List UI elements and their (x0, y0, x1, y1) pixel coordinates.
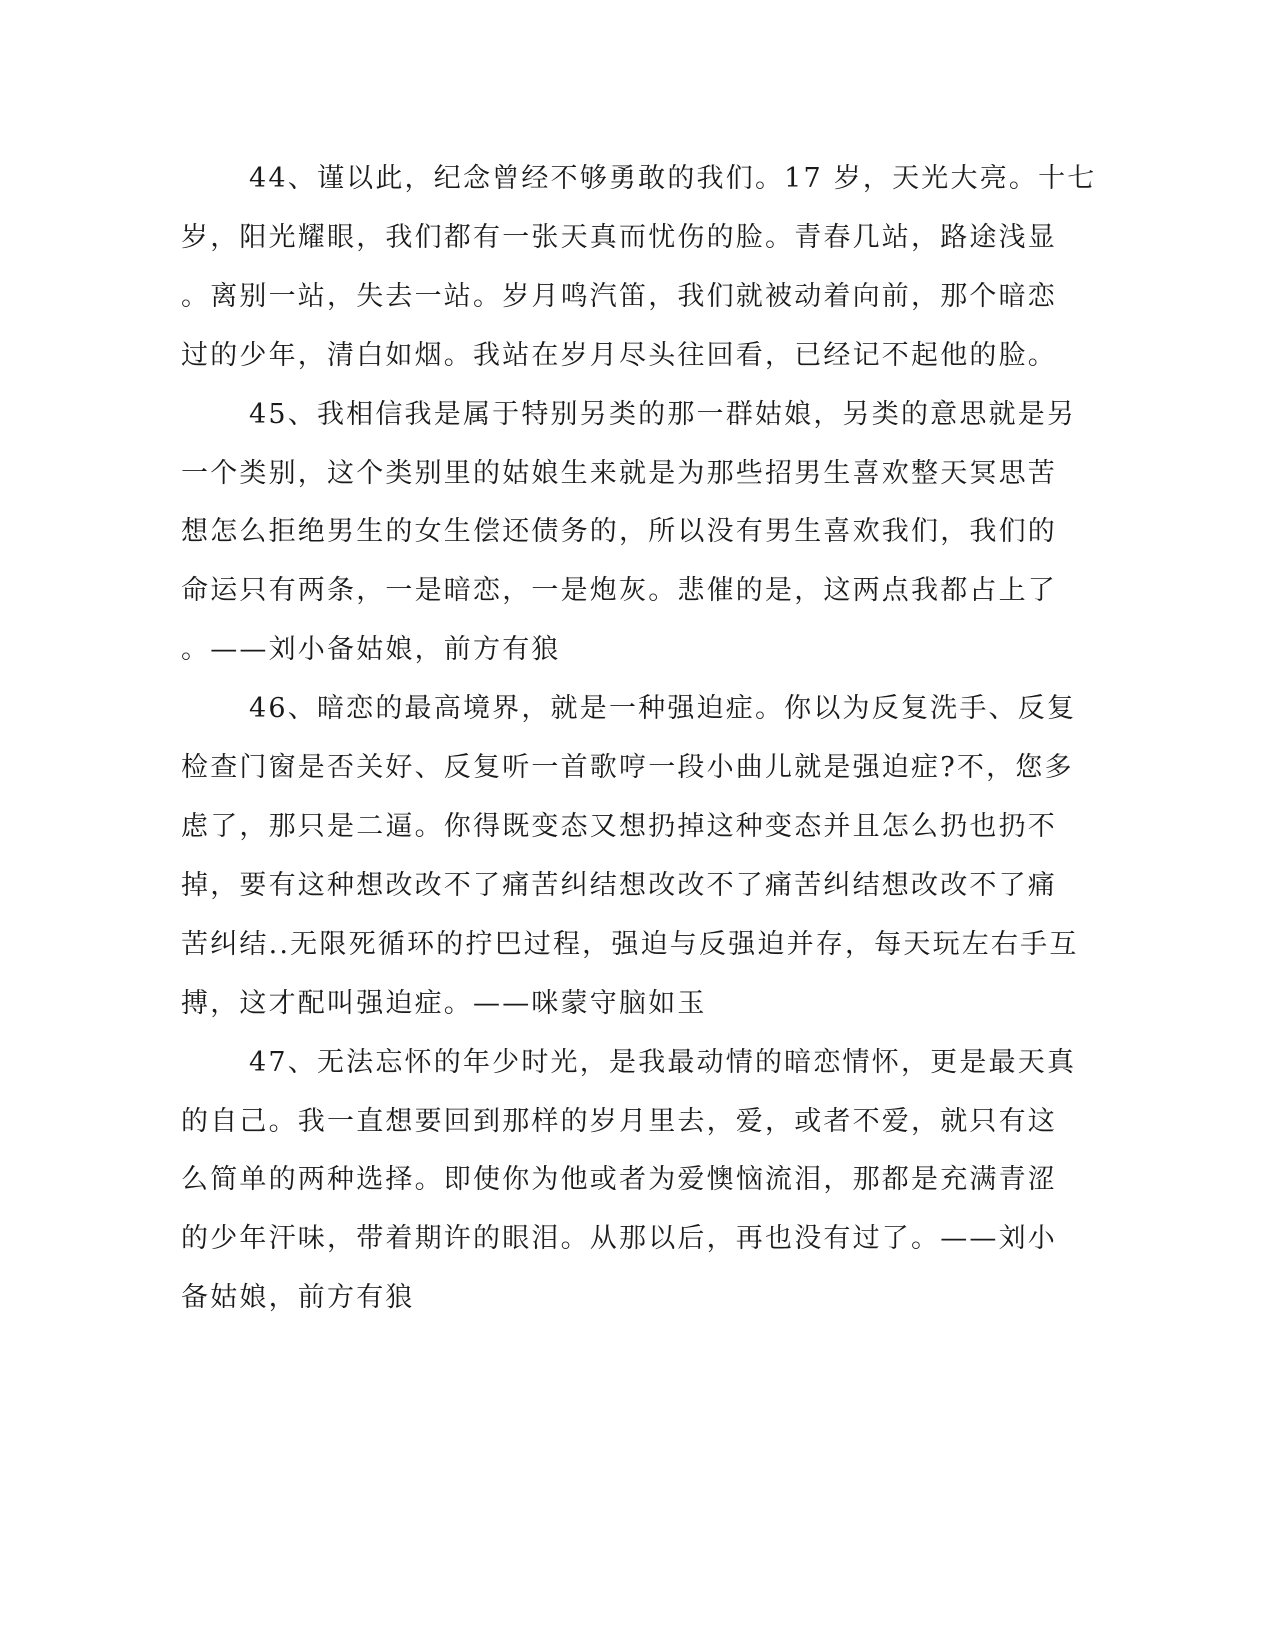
paragraph-45 (181, 386, 1077, 681)
text-line: 岁，阳光耀眼，我们都有一张天真而忧伤的脸。青春几站，路途浅显 (181, 221, 1057, 253)
text-line: 备姑娘，前方有狼 (181, 1282, 415, 1314)
text-line: 检查门窗是否关好、反复听一首歌哼一段小曲儿就是强迫症?不，您多 (181, 752, 1074, 784)
text-line: 搏，这才配叫强迫症。——咪蒙守脑如玉 (181, 987, 707, 1019)
paragraph-44 (181, 150, 1097, 386)
text-line: 的少年汗味，带着期许的眼泪。从那以后，再也没有过了。——刘小 (181, 1223, 1057, 1255)
text-line: 虑了，那只是二逼。你得既变态又想扔掉这种变态并且怎么扔也扔不 (181, 810, 1057, 842)
text-line: 命运只有两条，一是暗恋，一是炮灰。悲催的是，这两点我都占上了 (181, 575, 1057, 607)
text-line: 想怎么拒绝男生的女生偿还债务的，所以没有男生喜欢我们，我们的 (181, 516, 1057, 548)
text-line: 44、谨以此，纪念曾经不够勇敢的我们。17 岁，天光大亮。十七 (249, 163, 1097, 194)
document-body (181, 150, 1097, 1328)
paragraph-47 (181, 1034, 1077, 1329)
text-line: 一个类别，这个类别里的姑娘生来就是为那些招男生喜欢整天冥思苦 (181, 457, 1057, 489)
text-line: 。离别一站，失去一站。岁月鸣汽笛，我们就被动着向前，那个暗恋 (181, 280, 1057, 312)
text-line: 么简单的两种选择。即使你为他或者为爱懊恼流泪，那都是充满青涩 (181, 1164, 1057, 1196)
text-line: 46、暗恋的最高境界，就是一种强迫症。你以为反复洗手、反复 (249, 693, 1077, 725)
text-line: 47、无法忘怀的年少时光，是我最动情的暗恋情怀，更是最天真 (249, 1046, 1077, 1078)
text-line: 苦纠结..无限死循环的拧巴过程，强迫与反强迫并存，每天玩左右手互 (181, 928, 1079, 960)
text-line: 的自己。我一直想要回到那样的岁月里去，爱，或者不爱，就只有这 (181, 1105, 1057, 1137)
text-line: 。——刘小备姑娘，前方有狼 (181, 634, 561, 666)
text-line: 过的少年，清白如烟。我站在岁月尽头往回看，已经记不起他的脸。 (181, 339, 1057, 371)
text-line: 掉，要有这种想改改不了痛苦纠结想改改不了痛苦纠结想改改不了痛 (181, 869, 1057, 901)
paragraph-46 (181, 680, 1079, 1033)
text-line: 45、我相信我是属于特别另类的那一群姑娘，另类的意思就是另 (249, 398, 1077, 430)
